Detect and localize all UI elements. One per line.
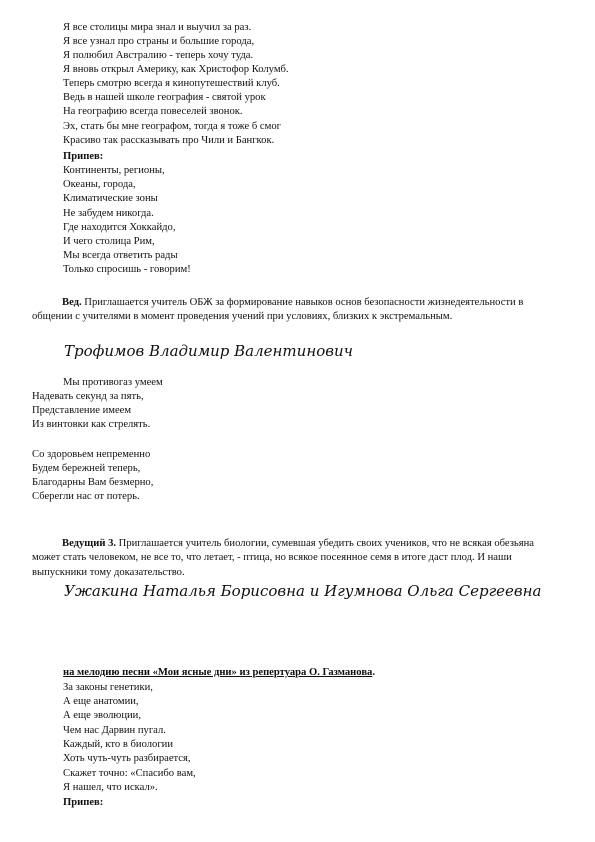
song-line: Каждый, кто в биологии [63,739,173,750]
verse-line: На географию всегда повеселей звонок. [63,106,243,117]
verse-line: Я полюбил Австралию - теперь хочу туда. [63,50,254,61]
chorus-line: Континенты, регионы, [63,165,165,176]
song-line: Хоть чуть-чуть разбирается, [63,753,191,764]
song-title [63,666,375,680]
poem-line: Надевать секунд за пять, [32,391,144,402]
verse-line: Красиво так рассказывать про Чили и Бангкок. [63,135,275,146]
verse-line: Ведь в нашей школе география - святой урок [63,92,266,103]
song-title-text: на мелодию песни «Мои ясные дни» из репертуара О. Газманова [63,667,373,678]
song-line: Скажет точно: «Спасибо вам, [63,768,196,779]
song-title-end: . [372,667,375,678]
chorus-line: Океаны, города, [63,179,136,190]
chorus-label: Припев: [63,797,104,808]
chorus-line: Мы всегда ответить рады [63,250,178,261]
verse-line: Теперь смотрю всегда я кинопутешествий клуб. [63,78,280,89]
presenter-text: Приглашается учитель биологии, сумевшая убедить своих учеников, что не всякая обезьяна может стать человеком, не все то, что летает, - птица, но всякое посеянное семя в итоге даст плод. И наши выпускники тому доказательство. [32,538,535,578]
presenter-text: Приглашается учитель ОБЖ за формирование навыков основ безопасности жизнедеятельности в общении с учителями в момент проведения учений при условиях, близких к экстремальным. [32,297,524,323]
poem-line: Со здоровьем непременно [32,449,151,460]
poem-line: Мы противогаз умеем [63,377,163,388]
chorus-label: Припев: [63,151,104,162]
song-line: Чем нас Дарвин пугал. [63,725,166,736]
presenter-label: Ведущий 3. [62,538,117,549]
verse-line: Я вновь открыл Америку, как Христофор Колумб. [63,64,289,75]
chorus-line: Где находится Хоккайдо, [63,222,176,233]
teacher-name: Ужакина Наталья Борисовна и Игумнова Ольга Сергеевна [64,582,542,600]
chorus-line: Климатические зоны [63,193,158,204]
presenter-label: Вед. [62,297,82,308]
poem-line: Благодарны Вам безмерно, [32,477,154,488]
chorus-line: Только спросишь - говорим! [63,264,191,275]
chorus-line: Не забудем никогда. [63,208,154,219]
verse-line: Я все столицы мира знал и выучил за раз. [63,22,252,33]
poem-line: Будем бережней теперь, [32,463,141,474]
song-line: Я нашел, что искал». [63,782,158,793]
poem-line: Представление имеем [32,405,132,416]
poem-line: Из винтовки как стрелять. [32,419,151,430]
chorus-line: И чего столица Рим, [63,236,155,247]
poem-line: Сберегли нас от потерь. [32,491,140,502]
verse-line: Эх, стать бы мне географом, тогда я тоже б смог [63,121,281,132]
song-line: За законы генетики, [63,682,153,693]
presenter-paragraph [32,537,562,580]
song-line: А еще анатомии, [63,696,139,707]
presenter-paragraph [32,296,562,325]
teacher-name: Трофимов Владимир Валентинович [64,342,353,360]
song-line: А еще эволюции, [63,710,141,721]
verse-line: Я все узнал про страны и большие города, [63,36,255,47]
